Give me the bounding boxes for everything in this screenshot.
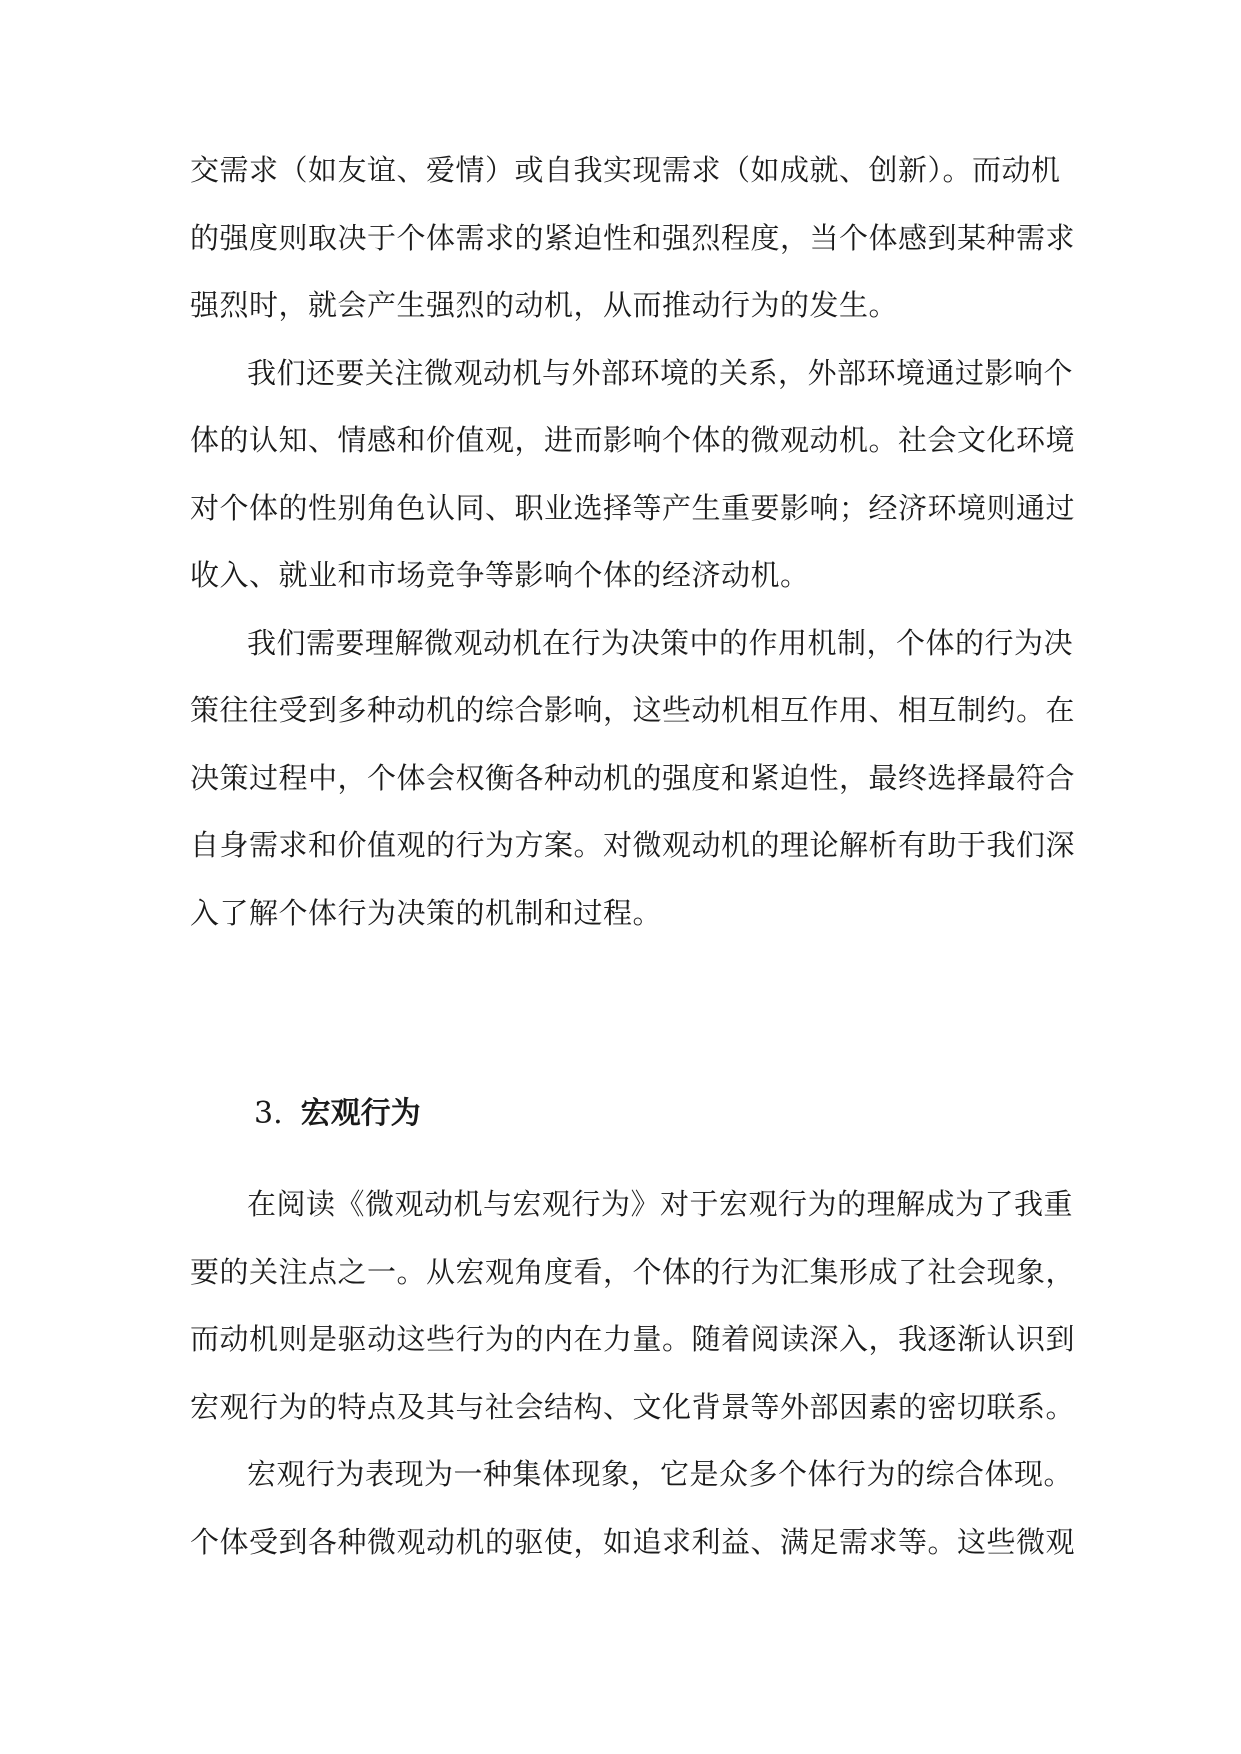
paragraph-1-line-2: 的强度则取决于个体需求的紧迫性和强烈程度，当个体感到某种需求 [190, 221, 1076, 255]
paragraph-2-line-3: 对个体的性别角色认同、职业选择等产生重要影响；经济环境则通过 [190, 491, 1076, 525]
paragraph-3-line-2: 策往往受到多种动机的综合影响，这些动机相互作用、相互制约。在 [190, 693, 1076, 727]
section-title: 宏观行为 [300, 1096, 421, 1131]
paragraph-3-line-3: 决策过程中，个体会权衡各种动机的强度和紧迫性，最终选择最符合 [190, 761, 1076, 795]
paragraph-4-line-2: 要的关注点之一。从宏观角度看，个体的行为汇集形成了社会现象， [190, 1255, 1076, 1289]
paragraph-2-line-4: 收入、就业和市场竞争等影响个体的经济动机。 [190, 558, 810, 592]
paragraph-4-line-3: 而动机则是驱动这些行为的内在力量。随着阅读深入，我逐渐认识到 [190, 1322, 1076, 1356]
paragraph-1-line-3: 强烈时，就会产生强烈的动机，从而推动行为的发生。 [190, 288, 899, 322]
paragraph-1-line-1: 交需求（如友谊、爱情）或自我实现需求（如成就、创新）。而动机 [190, 153, 1061, 187]
paragraph-4-line-4: 宏观行为的特点及其与社会结构、文化背景等外部因素的密切联系。 [190, 1390, 1076, 1424]
section-number: 3. [254, 1096, 283, 1131]
paragraph-3-line-1: 我们需要理解微观动机在行为决策中的作用机制，个体的行为决 [247, 626, 1074, 660]
paragraph-3-line-5: 入了解个体行为决策的机制和过程。 [190, 896, 663, 930]
paragraph-2-line-2: 体的认知、情感和价值观，进而影响个体的微观动机。社会文化环境 [190, 423, 1076, 457]
paragraph-4-line-1: 在阅读《微观动机与宏观行为》对于宏观行为的理解成为了我重 [247, 1187, 1074, 1221]
section-heading [254, 1094, 421, 1134]
paragraph-3-line-4: 自身需求和价值观的行为方案。对微观动机的理论解析有助于我们深 [190, 828, 1076, 862]
paragraph-5-line-1: 宏观行为表现为一种集体现象，它是众多个体行为的综合体现。 [247, 1457, 1074, 1491]
paragraph-5-line-2: 个体受到各种微观动机的驱使，如追求利益、满足需求等。这些微观 [190, 1525, 1076, 1559]
paragraph-2-line-1: 我们还要关注微观动机与外部环境的关系，外部环境通过影响个 [247, 356, 1074, 390]
